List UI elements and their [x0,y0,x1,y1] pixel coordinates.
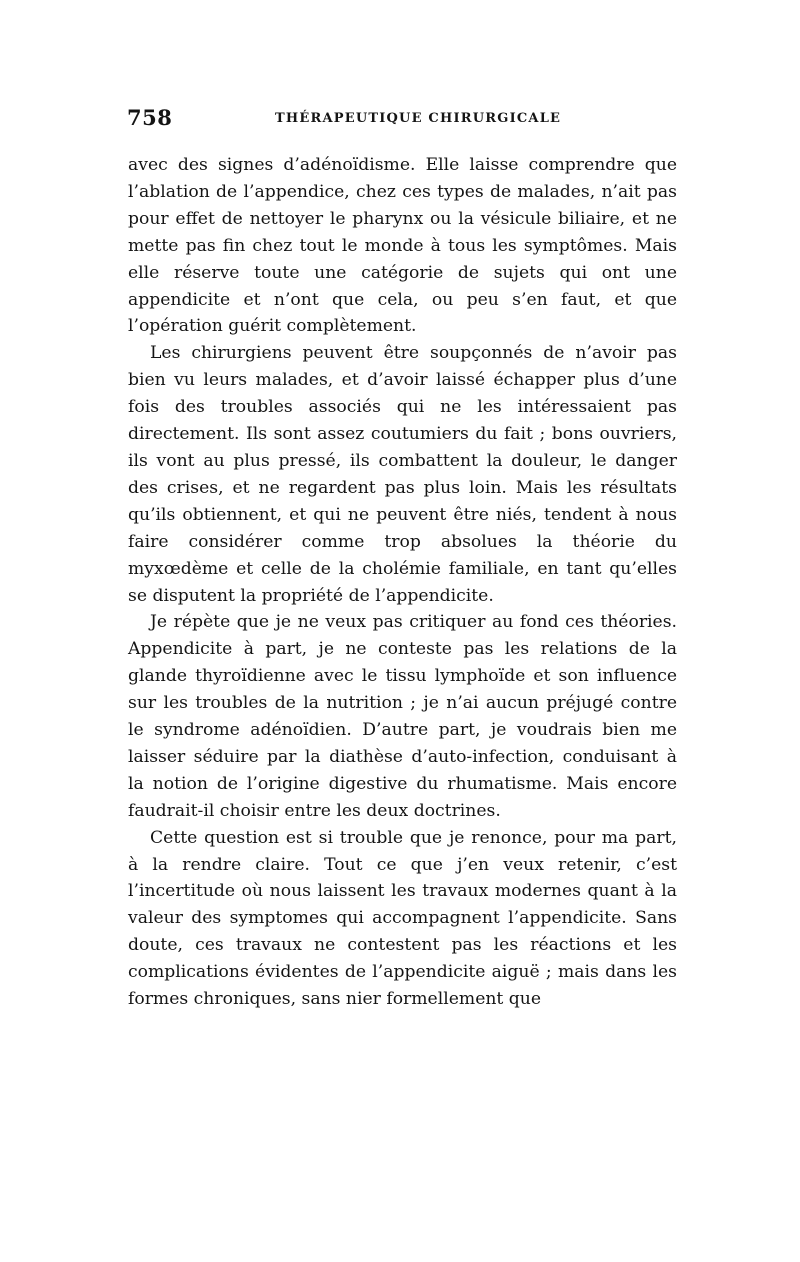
body-text [128,152,677,1013]
page-number: 758 [127,105,173,130]
paragraph-surgeons: Les chirurgiens peuvent être soupçonnés de n’avoir pas bien vu leurs malades, et d’avoir laissé échapper plus d’une fois des troubles associés qui ne les intéressaient pas directement. Ils sont assez coutumiers du fait ; bons ouvriers, ils vont au plus pressé, ils combattent la douleur, le danger des crises, et ne regardent pas plus loin. Mais les résultats qu’ils obtiennent, et qui ne peuvent être niés, tendent à nous faire considérer comme trop absolues la théorie du myxœdème et celle de la cholémie familiale, en tant qu’elles se disputent la propriété de l’appendicite. [128,343,677,606]
paragraph-continuation: avec des signes d’adénoïdisme. Elle laisse comprendre que l’ablation de l’appendice, chez ces types de malades, n’ait pas pour effet de nettoyer le pharynx ou la vésicule biliaire, et ne mette pas fin chez tout le monde à tous les symptômes. Mais elle réserve toute une catégorie de sujets qui ont une appendicite et n’ont que cela, ou peu s’en faut, et que l’opération guérit complètement. [128,155,677,337]
running-title: THÉRAPEUTIQUE CHIRURGICALE [275,111,562,126]
paragraph-question: Cette question est si trouble que je renonce, pour ma part, à la rendre claire. Tout ce que j’en veux retenir, c’est l’incertitude où nous laissent les travaux modernes quant à la valeur des symptomes qui accompagnent l’appendicite. Sans doute, ces travaux ne contestent pas les réactions et les complications évidentes de l’appendicite aiguë ; mais dans les formes chroniques, sans nier formellement que [128,827,677,1010]
paragraph-theories: Je répète que je ne veux pas critiquer au fond ces théories. Appendicite à part, je ne conteste pas les relations de la glande thyroïdienne avec le tissu lymphoïde et son influence sur les troubles de la nutrition ; je n’ai aucun préjugé contre le syndrome adénoïdien. D’autre part, je voudrais bien me laisser séduire par la diathèse d’auto-infection, conduisant à la notion de l’origine digestive du rhumatisme. Mais encore faudrait-il choisir entre les deux doctrines. [128,612,677,821]
running-head [127,105,677,135]
